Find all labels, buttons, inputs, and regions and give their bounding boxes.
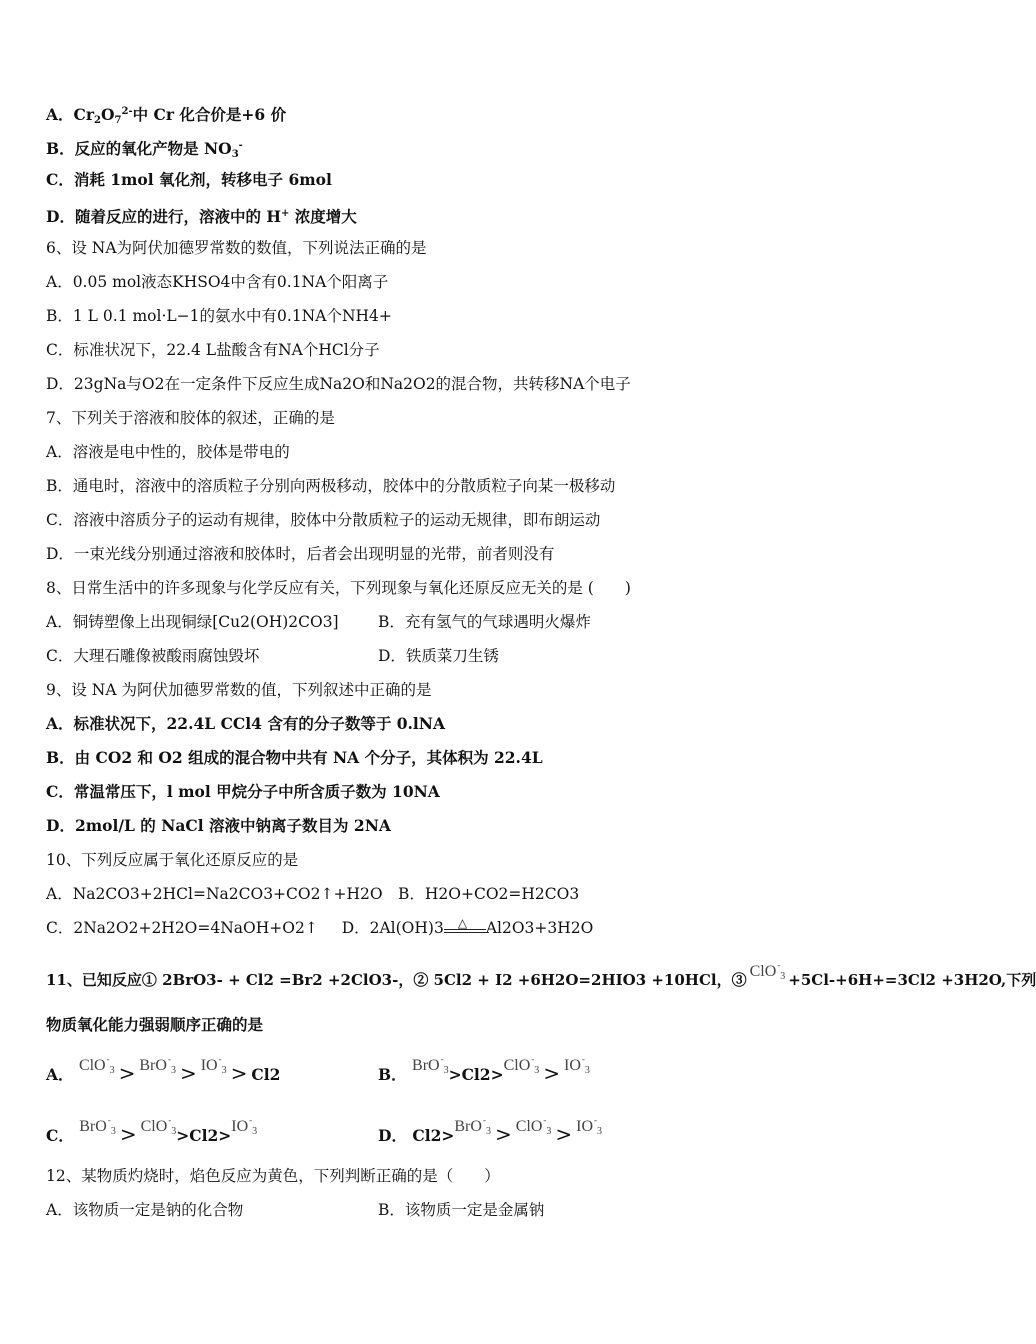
q9-option-b: B．由 CO2 和 O2 组成的混合物中共有 NA 个分子，其体积为 22.4L (46, 748, 543, 767)
q7-option-a: A．溶液是电中性的，胶体是带电的 (46, 443, 290, 461)
q8-stem: 8、日常生活中的许多现象与化学反应有关，下列现象与氧化还原反应无关的是 ( ) (46, 579, 631, 597)
q5-option-b: B．反应的氧化产物是 $NO_3^-$ (46, 139, 243, 160)
q8-option-c: C．大理石雕像被酸雨腐蚀毁坏 (46, 647, 260, 665)
q10-options-cd (46, 917, 593, 940)
q11-stem-line1: 11、已知反应① 2BrO3- + Cl2 =Br2 +2ClO3-，② 5Cl2 + I2 +6H2O=2HIO3 +10HCl，③ ClO-$_3$ +5Cl-+6H+=3Cl2 +3H2O,下列 (46, 960, 1036, 989)
q7-stem: 7、下列关于溶液和胶体的叙述，正确的是 (46, 409, 335, 427)
q8-option-a: A．铜铸塑像上出现铜绿[Cu2(OH)2CO3] (46, 613, 339, 631)
q7-option-c: C．溶液中溶质分子的运动有规律，胶体中分散质粒子的运动无规律，即布朗运动 (46, 511, 601, 529)
q10-stem: 10、下列反应属于氧化还原反应的是 (46, 851, 299, 869)
q11-option-b: B． $BrO^-_3>Cl2>ClO^-_3 > IO^-_3$ (378, 1054, 590, 1085)
q6-option-a: A．0.05 mol液态KHSO4中含有0.1NA个阳离子 (46, 273, 389, 291)
q5-option-a: A．$Cr_2O_7^{2-}$中 Cr 化合价是+6 价 (46, 105, 287, 126)
q9-option-d: D．2mol/L 的 NaCl 溶液中钠离子数目为 2NA (46, 816, 391, 835)
q10-option-d-left: D．2Al(OH)3 (341, 919, 444, 937)
q12-option-a: A．该物质一定是钠的化合物 (46, 1201, 244, 1219)
q9-option-c: C．常温常压下，l mol 甲烷分子中所含质子数为 10NA (46, 782, 440, 801)
q9-stem: 9、设 NA 为阿伏加德罗常数的值，下列叙述中正确的是 (46, 681, 432, 699)
heat-arrow-icon: △ (444, 918, 486, 940)
q12-option-b: B．该物质一定是金属钠 (378, 1201, 545, 1219)
q7-option-b: B．通电时，溶液中的溶质粒子分别向两极移动，胶体中的分散质粒子向某一极移动 (46, 477, 616, 495)
q10-options-ab: A．Na2CO3+2HCl=Na2CO3+CO2↑+H2O B．H2O+CO2=H2CO3 (46, 885, 580, 903)
q8-option-d: D．铁质菜刀生锈 (378, 647, 499, 665)
q9-option-a: A．标准状况下，22.4L CCl4 含有的分子数等于 0.lNA (46, 714, 445, 733)
q5-option-c: C．消耗 1mol 氧化剂，转移电子 6mol (46, 170, 332, 189)
q10-option-d-right: Al2O3+3H2O (485, 919, 594, 937)
q6-option-d: D．23gNa与O2在一定条件下反应生成Na2O和Na2O2的混合物，共转移NA个电子 (46, 375, 631, 393)
q11-option-a: A． $ClO^-_3 > BrO^-_3 > IO^-_3 > Cl2$ (46, 1054, 281, 1085)
q11-stem-line2: 物质氧化能力强弱顺序正确的是 (46, 1015, 264, 1034)
q11-option-d: D． $Cl2>BrO^-_3 > ClO^-_3 > IO^-_3$ (378, 1115, 603, 1146)
q11-option-c: C． $BrO^-_3 > ClO^-_3>Cl2>IO^-_3$ (46, 1115, 258, 1146)
q6-stem: 6、设 NA为阿伏加德罗常数的数值，下列说法正确的是 (46, 239, 427, 257)
q10-option-c: C．2Na2O2+2H2O=4NaOH+O2↑ (46, 919, 318, 937)
q8-option-b: B．充有氢气的气球遇明火爆炸 (378, 613, 591, 631)
q7-option-d: D．一束光线分别通过溶液和胶体时，后者会出现明显的光带，前者则没有 (46, 545, 555, 563)
q12-stem: 12、某物质灼烧时，焰色反应为黄色，下列判断正确的是（ ） (46, 1167, 500, 1185)
q5-option-d: D．随着反应的进行，溶液中的 H+ 浓度增大 (46, 207, 357, 226)
q6-option-c: C．标准状况下，22.4 L盐酸含有NA个HCl分子 (46, 341, 380, 359)
q6-option-b: B．1 L 0.1 mol·L−1的氨水中有0.1NA个NH4+ (46, 307, 392, 325)
